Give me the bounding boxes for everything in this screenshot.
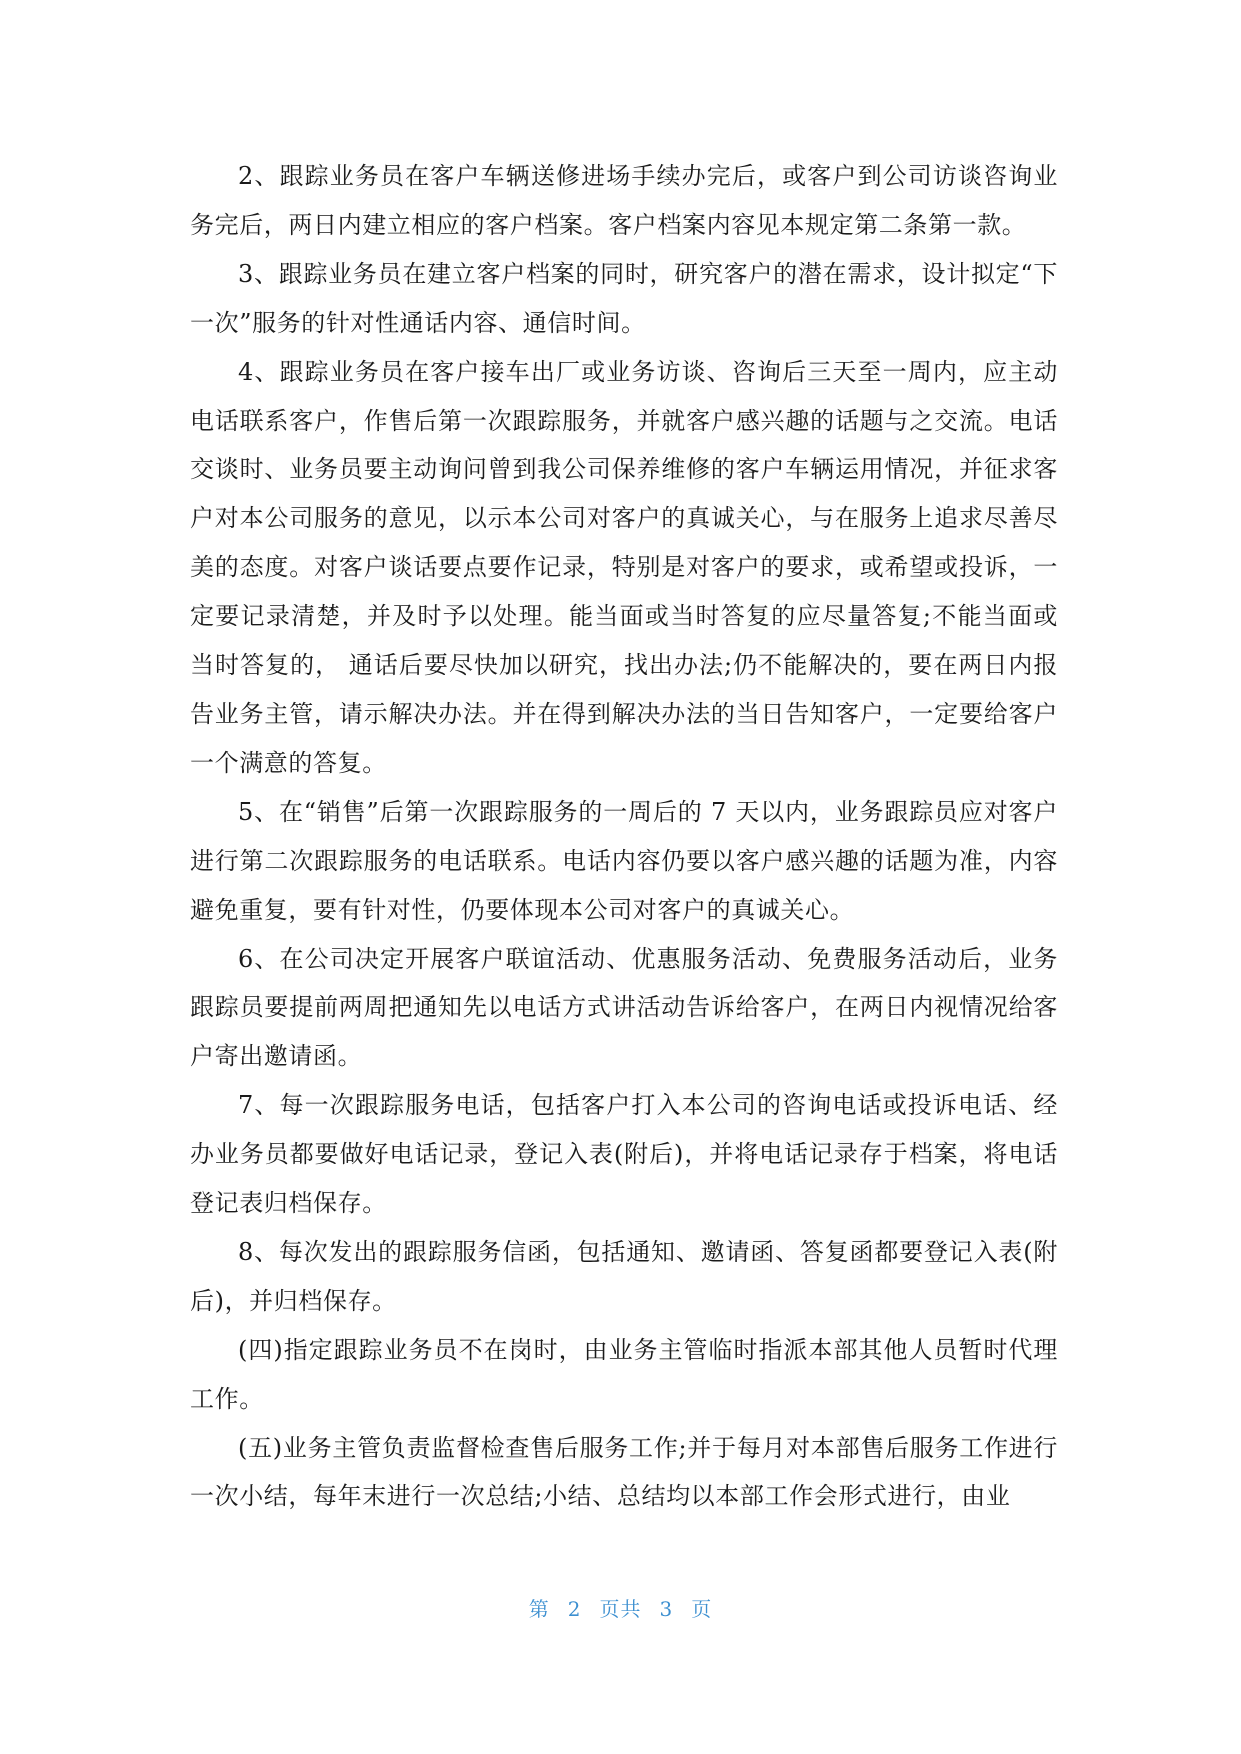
paragraph-item-3: 3、跟踪业务员在建立客户档案的同时，研究客户的潜在需求，设计拟定“下一次”服务的针对性通话内容、通信时间。 <box>190 259 1058 337</box>
paragraph-section-5: (五)业务主管负责监督检查售后服务工作;并于每月对本部售后服务工作进行一次小结，每年末进行一次总结;小结、总结均以本部工作会形式进行，由业 <box>190 1433 1058 1511</box>
paragraph-item-7: 7、每一次跟踪服务电话，包括客户打入本公司的咨询电话或投诉电话、经办业务员都要做好电话记录，登记入表(附后)，并将电话记录存于档案，将电话登记表归档保存。 <box>190 1091 1058 1218</box>
page-suffix: 页 <box>691 1597 713 1621</box>
page-footer <box>0 1593 1241 1622</box>
total-pages-number: 3 <box>659 1597 674 1621</box>
paragraph-item-8: 8、每次发出的跟踪服务信函，包括通知、邀请函、答复函都要登记入表(附后)，并归档保存。 <box>190 1237 1058 1315</box>
current-page-number: 2 <box>567 1597 582 1621</box>
paragraph-item-5: 5、在“销售”后第一次跟踪服务的一周后的 7 天以内，业务跟踪员应对客户进行第二次跟踪服务的电话联系。电话内容仍要以客户感兴趣的话题为准，内容避免重复，要有针对性，仍要体现本公司对客户的真诚关心。 <box>190 797 1058 924</box>
paragraph-section-4: (四)指定跟踪业务员不在岗时，由业务主管临时指派本部其他人员暂时代理工作。 <box>190 1335 1058 1413</box>
paragraph-item-2: 2、跟踪业务员在客户车辆送修进场手续办完后，或客户到公司访谈咨询业务完后，两日内建立相应的客户档案。客户档案内容见本规定第二条第一款。 <box>190 162 1058 239</box>
paragraph-item-6: 6、在公司决定开展客户联谊活动、优惠服务活动、免费服务活动后，业务跟踪员要提前两周把通知先以电话方式讲活动告诉给客户，在两日内视情况给客户寄出邀请函。 <box>190 944 1058 1071</box>
paragraph-item-4: 4、跟踪业务员在客户接车出厂或业务访谈、咨询后三天至一周内，应主动电话联系客户，作售后第一次跟踪服务，并就客户感兴趣的话题与之交流。电话交谈时、业务员要主动询问曾到我公司保养维修的客户车辆运用情况，并征求客户对本公司服务的意见，以示本公司对客户的真诚关心，与在服务上追求尽善尽美的态度。对客户谈话要点要作记录，特别是对客户的要求，或希望或投诉，一定要记录清楚，并及时予以处理。能当面或当时答复的应尽量答复;不能当面或当时答复的， 通话后要尽快加以研究，找出办法;仍不能解决的，要在两日内报告业务主管，请示解决办法。并在得到解决办法的当日告知客户，一定要给客户一个满意的答复。 <box>190 357 1058 777</box>
page-middle-text: 页共 <box>599 1597 642 1621</box>
page-prefix: 第 <box>528 1597 550 1621</box>
document-body <box>190 152 1058 1521</box>
